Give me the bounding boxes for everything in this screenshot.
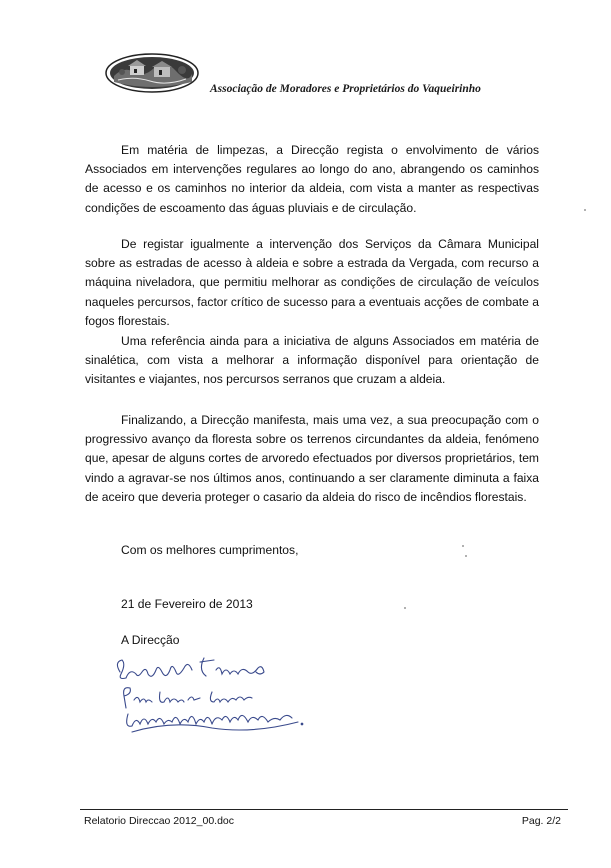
paragraph-conclusion: Finalizando, a Direcção manifesta, mais uma vez, a sua preocupação com o progressivo avanço da floresta sobre os terrenos circundantes da aldeia, fenómeno que, apesar de alguns cortes de arvoredo efectuados por diversos proprietários, tem vindo a agravar-se nos últimos anos, continuando a ser claramente diminuta a faixa de aceiro que deveria proteger o casario da aldeia do risco de incêndios florestais. <box>85 413 539 504</box>
footer-divider <box>80 809 568 810</box>
scan-speck <box>465 555 467 557</box>
paragraph-municipal-services: De registar igualmente a intervenção dos Serviços da Câmara Municipal sobre as estradas de acesso à aldeia e sobre a estrada da Vergada, com recurso a máquina niveladora, que permitiu melhorar as condições de circulação de veículos naqueles percursos, factor crítico de sucesso para a eventuais acções de combate a fogos florestais. <box>85 237 539 328</box>
letter-date: 21 de Fevereiro de 2013 <box>121 597 253 611</box>
scan-speck <box>584 209 586 211</box>
scan-speck <box>404 607 406 609</box>
paragraph-signage: Uma referência ainda para a iniciativa de alguns Associados em matéria de sinalética, com vista a melhorar a informação disponível para orientação de visitantes e viajantes, nos percursos serranos que cruzam a aldeia. <box>85 334 539 387</box>
association-logo <box>104 52 200 94</box>
scan-speck <box>462 545 464 547</box>
organization-name: Associação de Moradores e Proprietários do Vaqueirinho <box>210 83 481 95</box>
closing-line: Com os melhores cumprimentos, <box>121 543 299 557</box>
footer-page-number: Pag. 2/2 <box>521 815 561 827</box>
paragraph-cleaning: Em matéria de limpezas, a Direcção regista o envolvimento de vários Associados em intervenções regulares ao longo do ano, abrangendo os caminhos de acesso e os caminhos no interior da aldeia, com vista a manter as respectivas condições de escoamento das águas pluviais e de circulação. <box>85 143 539 215</box>
handwritten-signatures <box>112 652 312 742</box>
signer-label: A Direcção <box>121 633 180 647</box>
footer-filename: Relatorio Direccao 2012_00.doc <box>84 815 235 827</box>
